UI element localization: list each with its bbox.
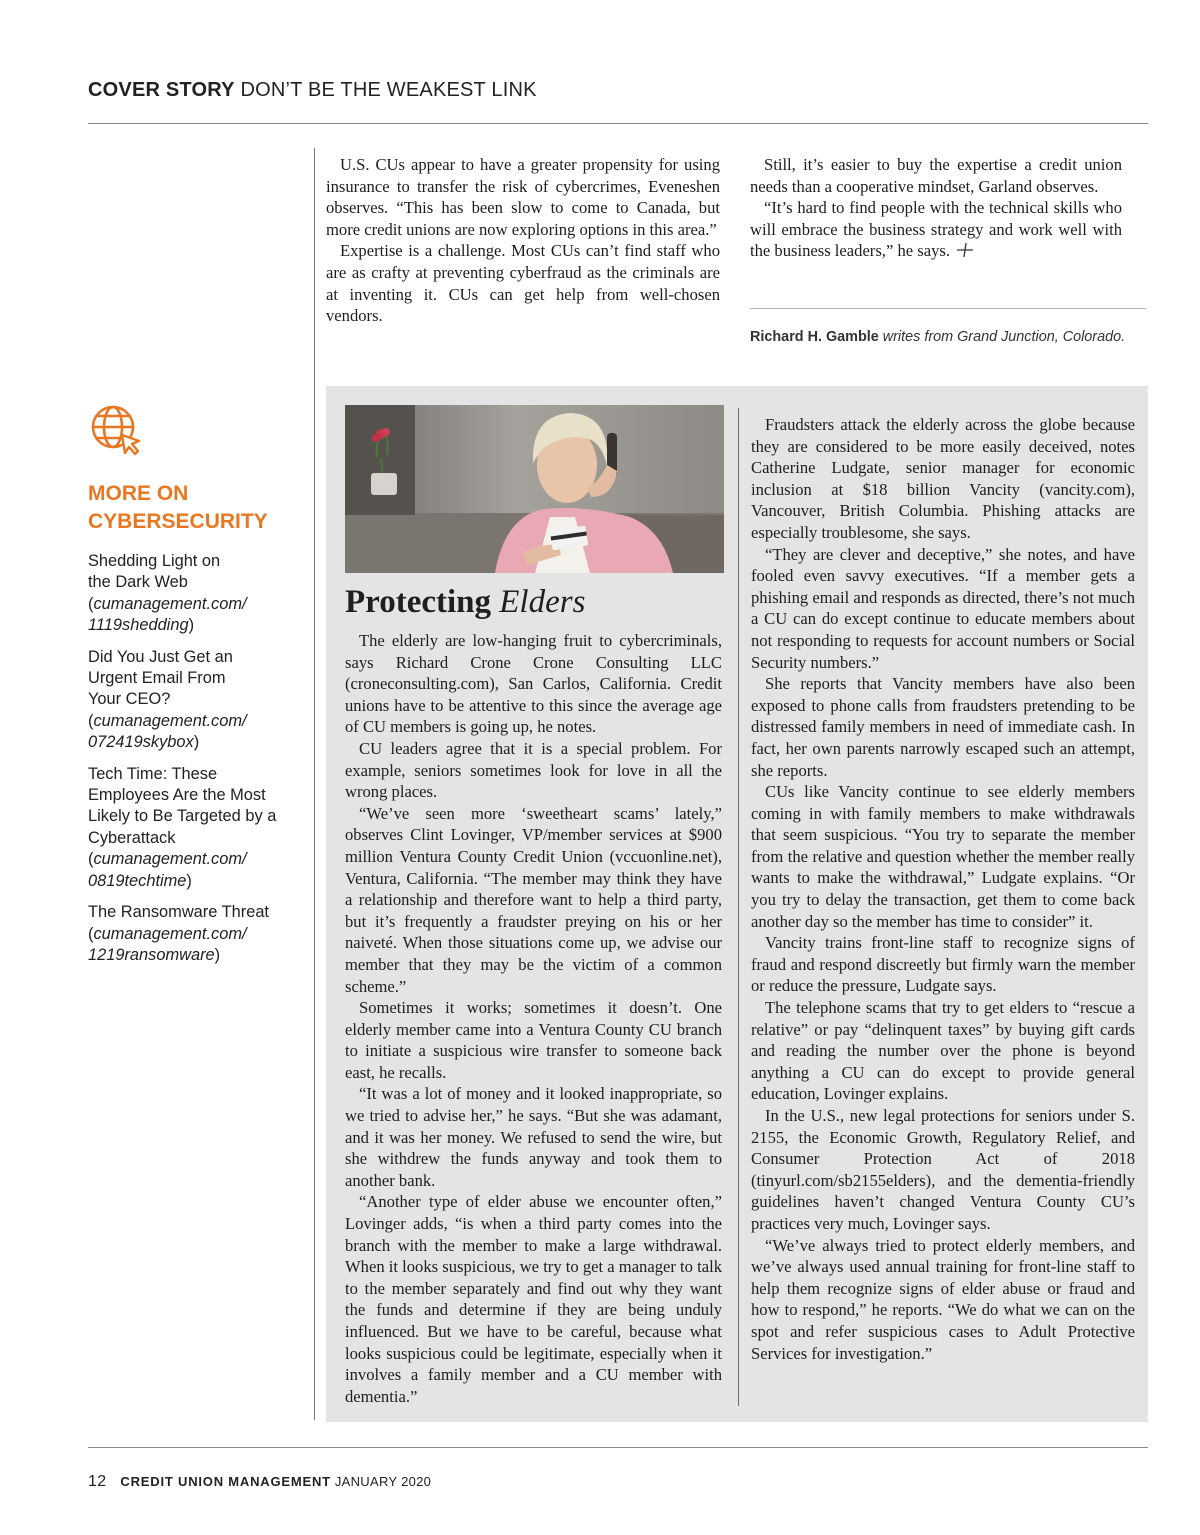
paragraph: Sometimes it works; sometimes it doesn’t. One elderly member came into a Ventura County CU branch to initiate a suspicious wire transfer to someone back east, he recalls. [345,998,722,1082]
author-name: Richard H. Gamble [750,329,879,345]
paragraph: “Another type of elder abuse we encounter often,” Lovinger adds, “is when a third party comes into the branch with the member to make a large withdrawal. When it looks suspicious, we try to get a manager to talk to the member separately and find out why they want the funds and determine if they are being unduly influenced. But we have to be careful, because what looks suspicious could be legitimate, especially when it involves a family member and a CU member with dementia.” [345,1192,722,1406]
elderly-woman-phone-photo [345,405,724,573]
author-byline [750,308,1146,345]
related-article-link[interactable]: cumanagement.com/ 0819techtime [88,850,247,890]
paragraph: The elderly are low-hanging fruit to cybercriminals, says Richard Crone Crone Consulting LLC (croneconsulting.com), San Carlos, California. Credit unions have to be attentive to this since the average age of CU members is going up, he notes. [345,631,722,737]
sidebar-divider [314,148,315,1420]
sidebar-column-left [345,630,722,1407]
main-column-left [326,154,720,327]
related-article[interactable]: Did You Just Get an Urgent Email From Your CEO? (cumanagement.com/ 072419skybox) [88,647,247,752]
header-divider [88,123,1148,124]
sidebar-column-right [751,414,1135,1364]
end-mark-icon [956,241,974,259]
issue-date: JANUARY 2020 [334,1474,432,1489]
related-article-link[interactable]: cumanagement.com/ 072419skybox [88,711,247,752]
paragraph: She reports that Vancity members have also been exposed to phone calls from fraudsters pretending to be distressed family members in need of immediate cash. In fact, her own parents narrowly escaped such an attempt, she reports. [751,674,1135,780]
related-article[interactable]: The Ransomware Threat (cumanagement.com/ 1219ransomware) [88,902,303,966]
footer-divider [88,1447,1148,1448]
paragraph: “They are clever and deceptive,” she notes, and have fooled even savvy executives. “If a member gets a phishing email and responds as directed, there’s not much a CU can do except continue to educate members about not responding to requests for account numbers or Social Security numbers.” [751,544,1135,672]
related-article-title: Tech Time: These Employees Are the Most Likely to Be Targeted by a Cyberattack [88,764,277,847]
story-title: DON’T BE THE WEAKEST LINK [240,79,537,101]
paragraph: CU leaders agree that it is a special problem. For example, seniors sometimes look for love in all the wrong places. [345,738,722,802]
related-article[interactable]: Shedding Light on the Dark Web (cumanagement.com/ 1119shedding) [88,552,247,635]
paragraph: Fraudsters attack the elderly across the globe because they are considered to be more easily deceived, notes Catherine Ludgate, senior manager for economic inclusion at $18 billion Vancity (vancity.com), Vancouver, British Columbia. Phishing attacks are especially troublesome, she says. [751,415,1135,542]
paragraph: “It’s hard to find people with the technical skills who will embrace the business strategy and work well with the business leaders,” he says. [750,198,1122,261]
related-article-link[interactable]: cumanagement.com/ 1119shedding [88,594,247,635]
sidebar-headline: Protecting Elders [345,584,586,620]
related-article-title: The Ransomware Threat [88,903,269,922]
paragraph: U.S. CUs appear to have a greater propensity for using insurance to transfer the risk of cybercrimes, Eveneshen observes. “This has been slow to come to Canada, but more credit unions are now exploring options in this area.” [326,155,720,239]
paragraph: “It was a lot of money and it looked inappropriate, so we tried to advise her,” he says. “But she was adamant, and it was her money. We refused to send the wire, but she withdrew the funds anyway and took them to another bank. [345,1084,722,1190]
paragraph: Expertise is a challenge. Most CUs can’t find staff who are as crafty at preventing cyberfraud as the criminals are at inventing it. CUs can get help from well-chosen vendors. [326,241,720,326]
sidebar-column-divider [738,408,739,1406]
paragraph: “We’ve seen more ‘sweetheart scams’ lately,” observes Clint Lovinger, VP/member services at $900 million Ventura County Credit Union (vccuonline.net), Ventura, California. “The member may think they have a relationship and therefore want to help a third party, but it’s frequently a fraudster preying on his or her naiveté. When those situations come up, we advise our member that they may be the victim of a common scheme.” [345,803,722,996]
paragraph: Still, it’s easier to buy the expertise a credit union needs than a cooperative mindset, Garland observes. [750,155,1122,196]
paragraph: In the U.S., new legal protections for seniors under S. 2155, the Economic Growth, Regulatory Relief, and Consumer Protection Act of 2018 (tinyurl.com/sb2155elders), and the dementia-friendly guidelines haven’t changed Ventura County CU’s practices very much, Lovinger says. [751,1106,1135,1233]
page-number: 12 [88,1473,107,1490]
related-article-title: Did You Just Get an Urgent Email From Your CEO? [88,647,233,709]
related-article-title: Shedding Light on the Dark Web [88,552,221,592]
paragraph: CUs like Vancity continue to see elderly members coming in with family members to make withdrawals that seem suspicious. “You try to separate the member from the relative and question whether the member really wants to make the withdrawal,” Ludgate explains. “Or you try to delay the transaction, get them to come back another day so the member has time to consider” it. [751,782,1135,931]
related-articles-list [88,551,303,976]
publication-name: CREDIT UNION MANAGEMENT [120,1474,331,1489]
section-label: COVER STORY [88,79,235,101]
paragraph: Vancity trains front-line staff to recognize signs of fraud and respond discreetly but firmly warn the member or reduce the pressure, Ludgate says. [751,933,1135,996]
more-on-title: MORE ON CYBERSECURITY [88,482,268,533]
paragraph: “We’ve always tried to protect elderly members, and we’ve always used annual training for front-line staff to help them recognize signs of elder abuse or fraud and how to respond,” he reports. “We do what we can on the spot and refer suspicious cases to Adult Protective Services for investigation.” [751,1235,1135,1363]
running-header [88,79,537,102]
author-location: writes from Grand Junction, Colorado. [882,329,1126,345]
paragraph: The telephone scams that try to get elders to “rescue a relative” or pay “delinquent taxes” by buying gift cards and reading the number over the phone is beyond anything a CU can do except to provide general education, Lovinger explains. [751,998,1135,1104]
related-article[interactable]: Tech Time: These Employees Are the Most Likely to Be Targeted by a Cyberattack (cumanagement.com/ 0819techtime) [88,764,303,892]
related-article-link[interactable]: cumanagement.com/ 1219ransomware [88,924,247,964]
main-column-right [750,154,1122,262]
globe-cursor-icon [88,402,144,458]
page-footer [88,1473,431,1491]
